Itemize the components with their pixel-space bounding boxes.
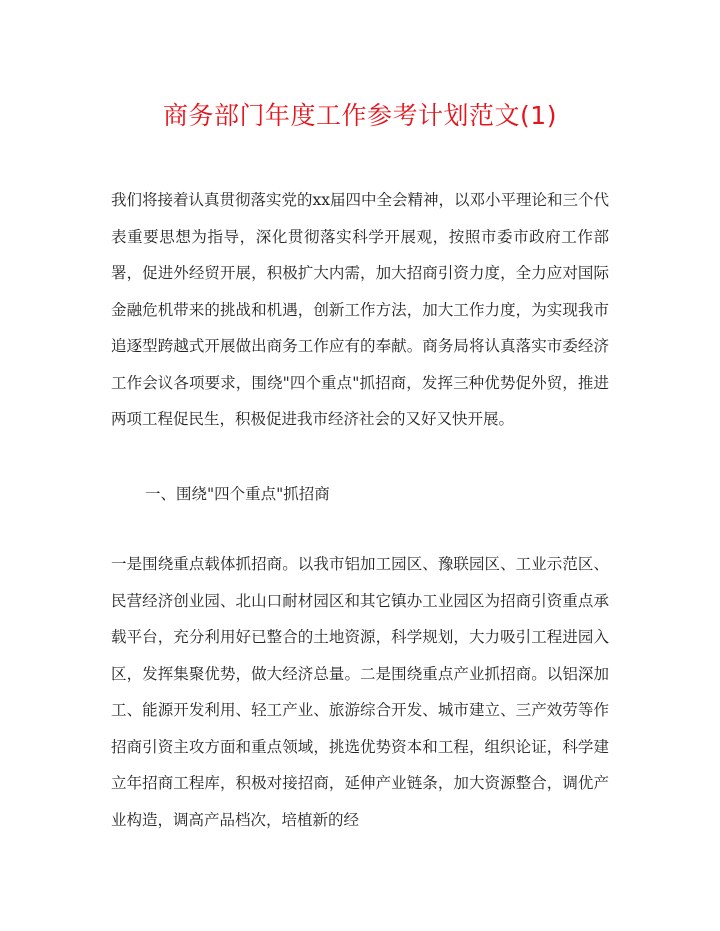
paragraph-intro: 我们将接着认真贯彻落实党的xx届四中全会精神，以邓小平理论和三个代表重要思想为指导，深化贯彻落实科学开展观，按照市委市政府工作部署，促进外经贸开展，积极扩大内需，加大招商引资力度，全力应对国际金融危机带来的挑战和机遇，创新工作方法，加大工作力度，为实现我市追逐型跨越式开展做出商务工作应有的奉献。商务局将认真落实市委经济工作会议各项要求，围绕"四个重点"抓招商，发挥三种优势促外贸，推进两项工程促民生，积极促进我市经济社会的又好又快开展。 <box>111 191 609 428</box>
document-title: 商务部门年度工作参考计划范文(1) <box>163 101 557 130</box>
paragraph-investment: 一是围绕重点载体抓招商。以我市铝加工园区、豫联园区、工业示范区、民营经济创业园、北山口耐材园区和其它镇办工业园区为招商引资重点承载平台，充分利用好已整合的土地资源，科学规划，大力吸引工程进园入区，发挥集聚优势，做大经济总量。二是围绕重点产业抓招商。以铝深加工、能源开发利用、轻工产业、旅游综合开发、城市建立、三产效劳等作招商引资主攻方面和重点领域，挑选优势资本和工程，组织论证，科学建立年招商工程库，积极对接招商，延伸产业链条，加大资源整合，调优产业构造，调高产品档次，培植新的经 <box>111 555 609 829</box>
section-heading: 一、围绕"四个重点"抓招商 <box>145 485 330 503</box>
